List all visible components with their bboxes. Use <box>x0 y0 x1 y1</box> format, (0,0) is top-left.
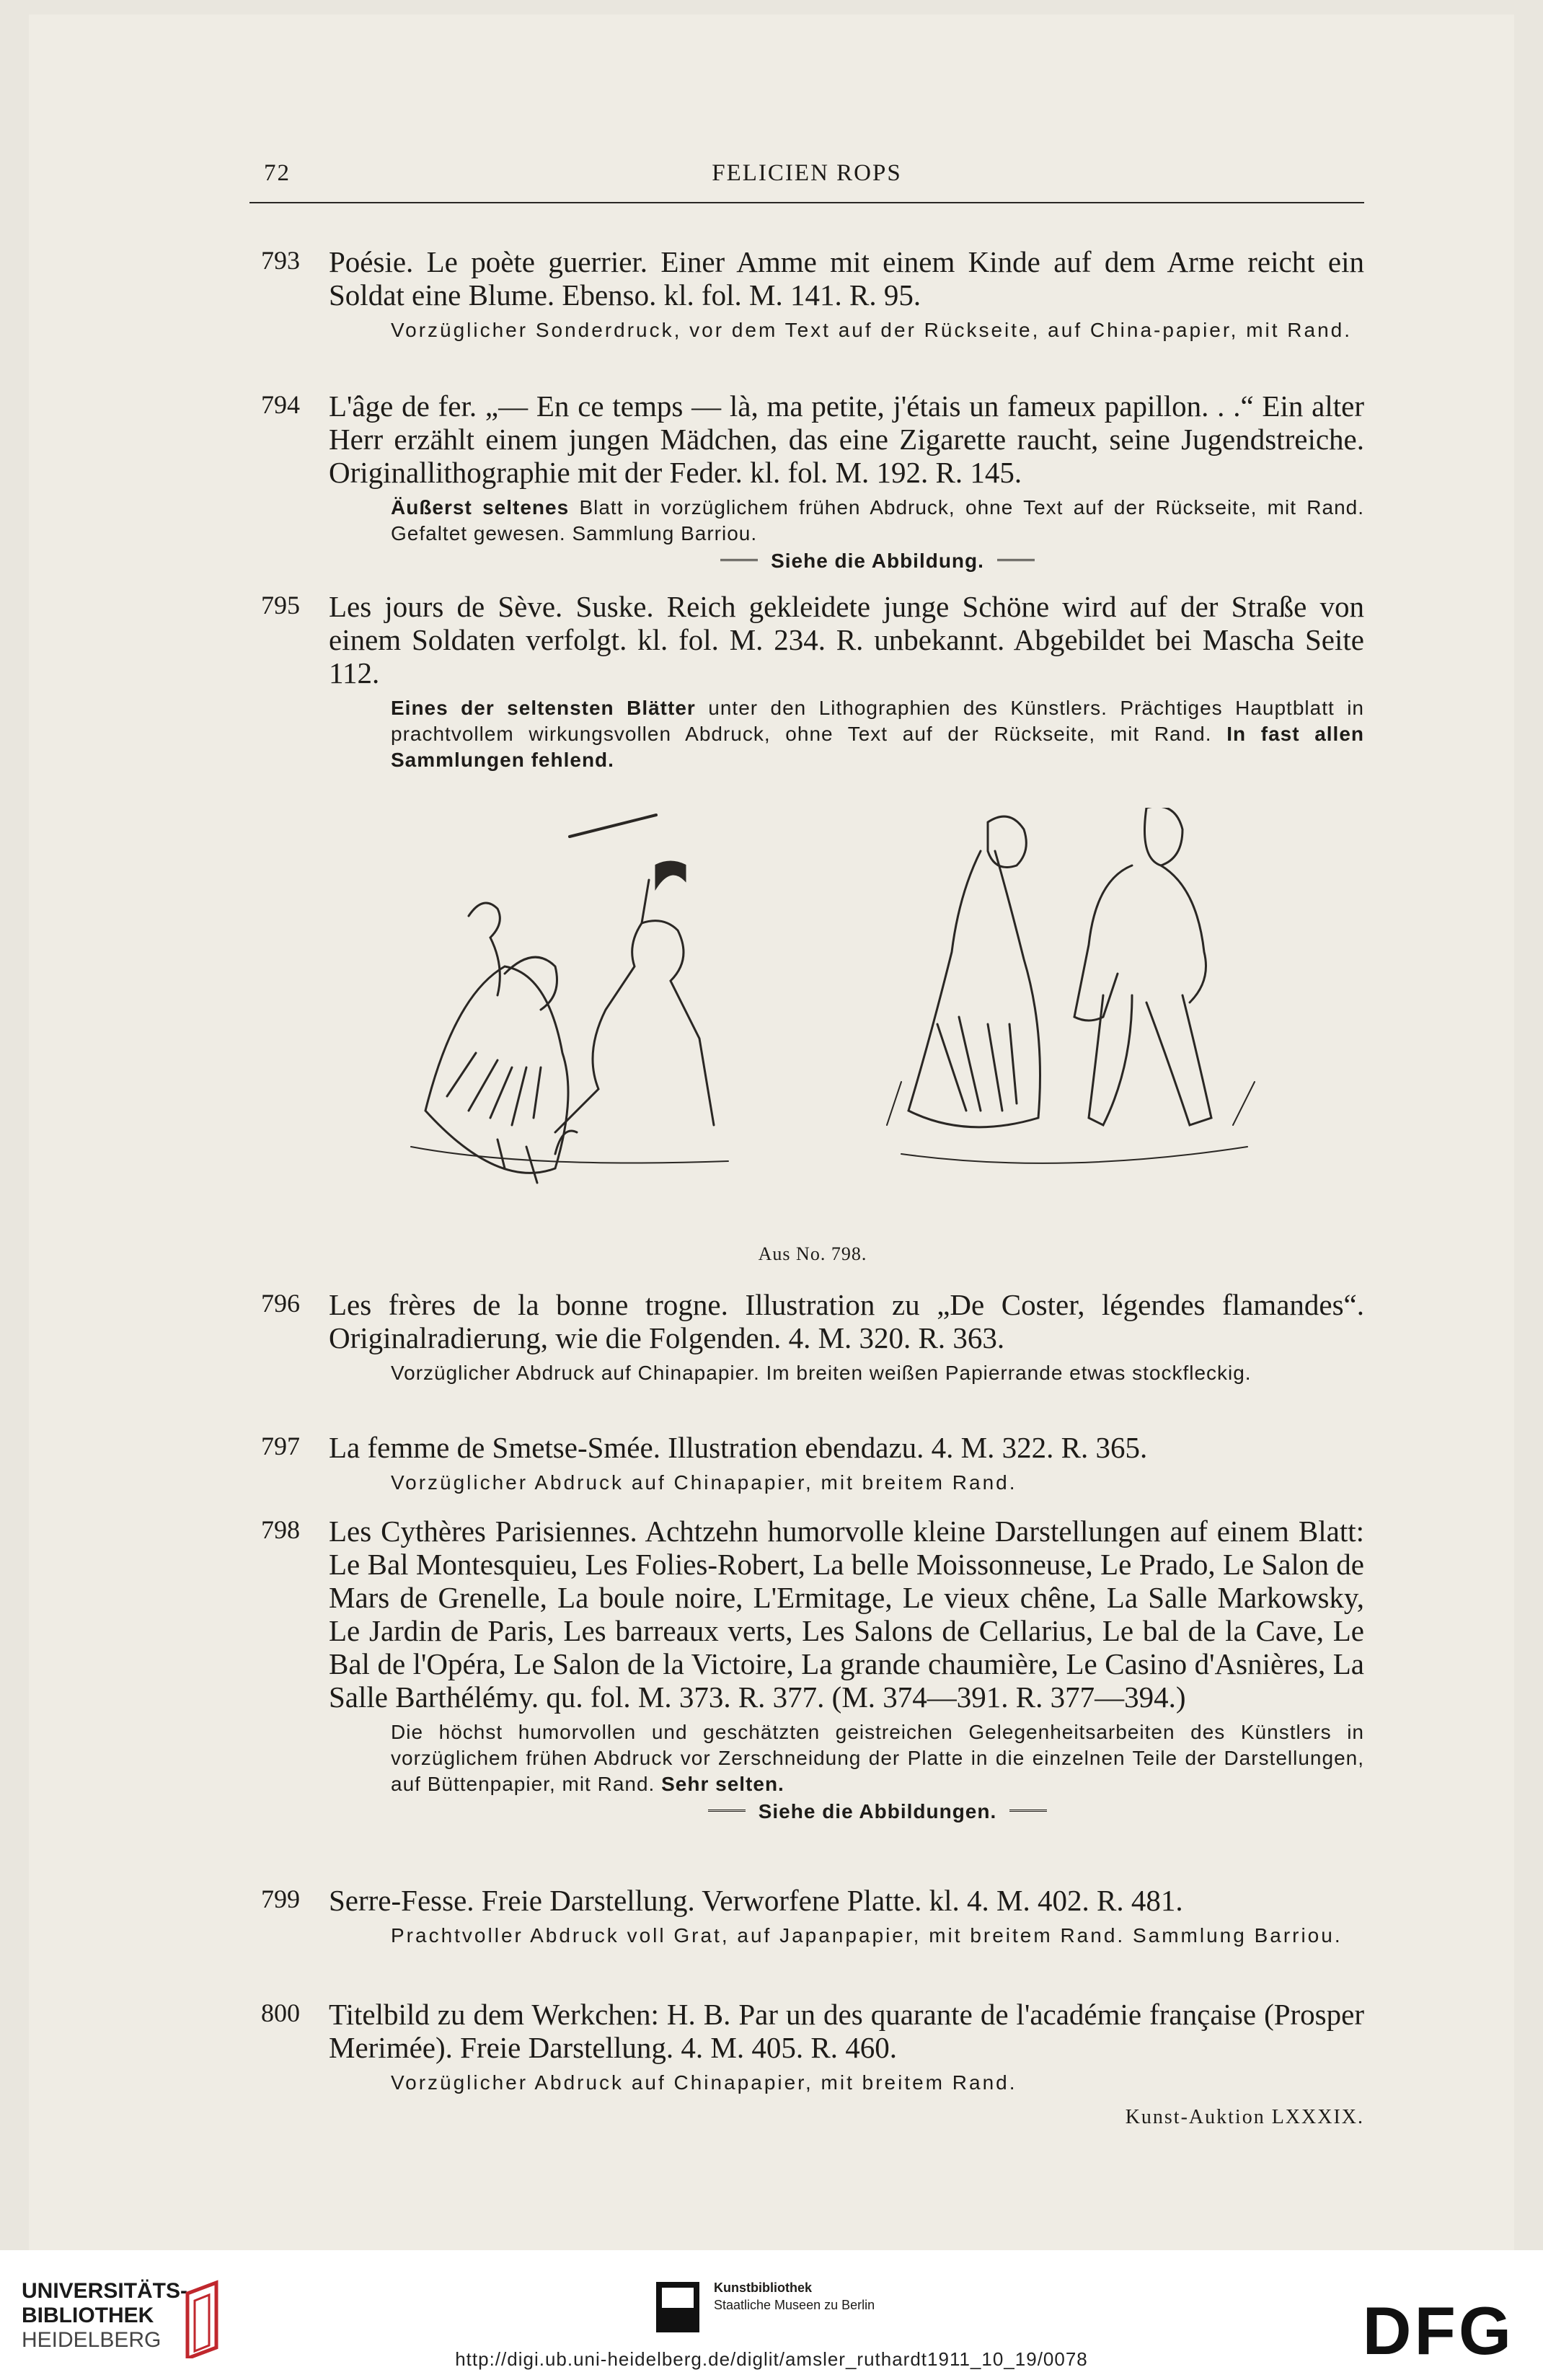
catalog-entry-794 <box>261 389 1364 573</box>
catalog-entry-798 <box>261 1515 1364 1823</box>
page-title: FELICIEN ROPS <box>712 160 902 186</box>
entry-note: Vorzüglicher Abdruck auf Chinapapier, mit breitem Rand. <box>391 1471 1017 1494</box>
entry-description: Poésie. Le poète guerrier. Einer Amme mit einem Kinde auf dem Arme reicht ein Soldat eine Blume. Ebenso. kl. fol. M. 141. R. 95. <box>329 245 1364 312</box>
kunstbibliothek-logo-icon <box>656 2282 699 2332</box>
entry-number: 798 <box>261 1515 300 1544</box>
permalink-url[interactable]: http://digi.ub.uni-heidelberg.de/diglit/amsler_ruthardt1911_10_19/0078 <box>455 2348 1088 2370</box>
entry-note-emphasis: Sehr selten. <box>661 1773 784 1795</box>
running-head <box>249 147 1364 203</box>
entry-number: 794 <box>261 390 300 419</box>
entry-number: 795 <box>261 591 300 620</box>
entry-description: La femme de Smetse-Smée. Illustration ebendazu. 4. M. 322. R. 365. <box>329 1431 1148 1464</box>
entry-note: Vorzüglicher Sonderdruck, vor dem Text auf der Rückseite, auf China-papier, mit Rand. <box>391 319 1353 341</box>
entry-note-emphasis: Eines der seltensten Blätter <box>391 697 696 719</box>
kunstbibliothek-label[interactable]: Kunstbibliothek Staatliche Museen zu Berlin <box>714 2280 875 2312</box>
entry-note: unter den Lithographien des Künstlers. Prächtiges Hauptblatt in prachtvollem wirkungsvollen Abdruck, ohne Text auf der Rückseite, mit Rand. <box>391 697 1364 745</box>
catalog-entry-799 <box>261 1884 1364 1949</box>
catalog-entry-796 <box>261 1288 1364 1386</box>
entry-description: L'âge de fer. „— En ce temps — là, ma petite, j'étais un fameux papillon. . .“ Ein alter Herr erzählt einem jungen Mädchen, das eine Zigarette raucht, seine Jugendstreiche. Originallithographie mit der Feder. kl. fol. M. 192. R. 145. <box>329 389 1364 489</box>
entry-note: Blatt in vorzüglichem frühen Abdruck, ohne Text auf der Rückseite, mit Rand. Gefaltet gewesen. Sammlung Barriou. <box>391 496 1365 545</box>
page-number: 72 <box>264 160 291 186</box>
illustration-caption: Aus No. 798. <box>758 1243 867 1264</box>
entry-description: Titelbild zu dem Werkchen: H. B. Par un des quarante de l'académie française (Prosper Merimée). Freie Darstellung. 4. M. 405. R. 460. <box>329 1998 1364 2064</box>
entry-note-emphasis: Äußerst seltenes <box>391 496 570 519</box>
entry-number: 797 <box>261 1432 300 1460</box>
entry-description: Les frères de la bonne trogne. Illustration zu „De Coster, légendes flamandes“. Originalradierung, wie die Folgenden. 4. M. 320. R. 363. <box>329 1288 1364 1354</box>
see-illustration-note: Siehe die Abbildung. <box>391 550 1364 573</box>
entry-note: Vorzüglicher Abdruck auf Chinapapier. Im breiten weißen Papierrande etwas stockfleckig. <box>391 1362 1252 1384</box>
illustration-dancing-figures <box>382 808 1291 1240</box>
entry-note-emphasis-2: In fast allen Sammlungen fehlend. <box>391 723 1365 771</box>
entry-note: Vorzüglicher Abdruck auf Chinapapier, mit breitem Rand. <box>391 2071 1017 2094</box>
catalog-entry-793 <box>261 245 1364 343</box>
catalog-entry-797 <box>261 1431 1364 1496</box>
entry-number: 799 <box>261 1885 300 1913</box>
entry-number: 793 <box>261 246 300 275</box>
auction-mark: Kunst-Auktion LXXXIX. <box>1125 2106 1364 2128</box>
entry-number: 800 <box>261 1998 300 2027</box>
catalog-entry-800 <box>261 1998 1364 2096</box>
entry-note: Prachtvoller Abdruck voll Grat, auf Japanpapier, mit breitem Rand. Sammlung Barriou. <box>391 1924 1343 1947</box>
entry-description: Les Cythères Parisiennes. Achtzehn humorvolle kleine Darstellungen auf einem Blatt: Le Bal Montesquieu, Les Folies-Robert, La belle Moissonneuse, Le Prado, Le Salon de Mars de Grenelle, La boule noire, L'Ermitage, Le vieux chêne, La Salle Markowsky, Le Jardin de Paris, Les barreaux verts, Les Salons de Cellarius, Le bal de la Cave, Le Bal de l'Opéra, Le Salon de la Victoire, La grande chaumière, Le Casino d'Asnières, La Salle Barthélémy. qu. fol. M. 373. R. 377. (M. 374—391. R. 377—394.) <box>329 1515 1364 1714</box>
entry-description: Serre-Fesse. Freie Darstellung. Verworfene Platte. kl. 4. M. 402. R. 481. <box>329 1884 1183 1917</box>
entry-note: Die höchst humorvollen und geschätzten geistreichen Gelegenheitsarbeiten des Künstlers in vorzüglichem frühen Abdruck vor Zerschneidung der Platte in die einzelnen Teile der Darstellungen, auf Büttenpapier, mit Rand. <box>391 1721 1364 1795</box>
see-illustrations-note: Siehe die Abbildungen. <box>391 1800 1364 1823</box>
dfg-logo[interactable]: DFG <box>1362 2293 1514 2368</box>
university-emblem-icon <box>180 2279 224 2358</box>
catalog-entry-795 <box>261 590 1364 773</box>
entry-number: 796 <box>261 1289 300 1318</box>
university-library-logo[interactable]: UNIVERSITÄTS- BIBLIOTHEK HEIDELBERG <box>22 2279 188 2352</box>
entry-description: Les jours de Sève. Suske. Reich gekleidete junge Schöne wird auf der Straße von einem Soldaten verfolgt. kl. fol. M. 234. R. unbekannt. Abgebildet bei Mascha Seite 112. <box>329 590 1364 689</box>
digitization-footer <box>0 2250 1543 2380</box>
